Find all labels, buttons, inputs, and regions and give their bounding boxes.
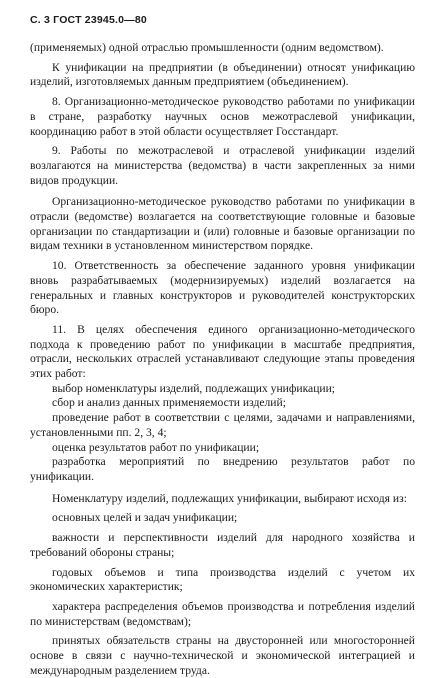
clause-9: 9. Работы по межотраслевой и отраслевой унификации изделий возлагаются на министерства (ведомства) в части закрепленных за ними видов продукции. <box>30 144 415 187</box>
paragraph-continuation: (применяемых) одной отраслью промышленности (одним ведомством). <box>30 41 384 54</box>
stage-item: проведение работ в соответствии с целями, задачами и направлениями, установленными пп. 2, 3, 4; <box>30 411 415 439</box>
page-header: С. 3 ГОСТ 23945.0—80 <box>30 14 147 26</box>
criteria-item: важности и перспективности изделий для народного хозяйства и требований обороны страны; <box>30 531 415 559</box>
criteria-item: годовых объемов и типа производства изделий с учетом их экономических характеристик; <box>30 565 415 594</box>
stage-item: выбор номенклатуры изделий, подлежащих унификации; <box>52 381 336 395</box>
criteria-item: принятых обязательств страны на двусторонней или многосторонней основе в связи с научно-технической и экономической интеграцией и международным разделением труда. <box>30 634 415 677</box>
stage-item: сбор и анализ данных применяемости изделий; <box>52 396 286 410</box>
document-body <box>30 41 415 678</box>
clause-11: 11. В целях обеспечения единого организационно-методического подхода к проведению работ по унификации в масштабе предприятия, отрасли, нескольких отраслей устанавливают следующие этапы проведения этих работ: <box>30 322 415 381</box>
paragraph-industry-guidance: Организационно-методическое руководство работами по унификации в отрасли (ведомстве) возлагается на соответствующие головные и базовые организации по стандартизации и (или) головные и базовые организации по видам техники в установленном министерством порядке. <box>30 195 415 253</box>
stage-item: разработка мероприятий по внедрению результатов работ по унификации. <box>30 455 415 483</box>
stage-item: оценка результатов работ по унификации; <box>52 440 260 454</box>
paragraph-enterprise-unification: К унификации на предприятии (в объединении) относят унификацию изделий, изготовляемых данным предприятием (объединением). <box>30 60 415 89</box>
criteria-item: характера распределения объемов производства и потребления изделий по министерствам (ведомствам); <box>30 599 415 628</box>
clause-8: 8. Организационно-методическое руководство работами по унификации в стране, разработку научных основ межотраслевой унификации, координацию работ в этой области осуществляет Госстандарт. <box>30 95 415 138</box>
clause-10: 10. Ответственность за обеспечение заданного уровня унификации вновь разрабатываемых (модернизируемых) изделий возлагается на генеральных и главных конструкторов и руководителей конструкторских бюро. <box>30 259 415 317</box>
paragraph-nomenclature: Номенклатуру изделий, подлежащих унификации, выбирают исходя из: <box>52 491 407 505</box>
criteria-item: основных целей и задач унификации; <box>52 511 238 525</box>
